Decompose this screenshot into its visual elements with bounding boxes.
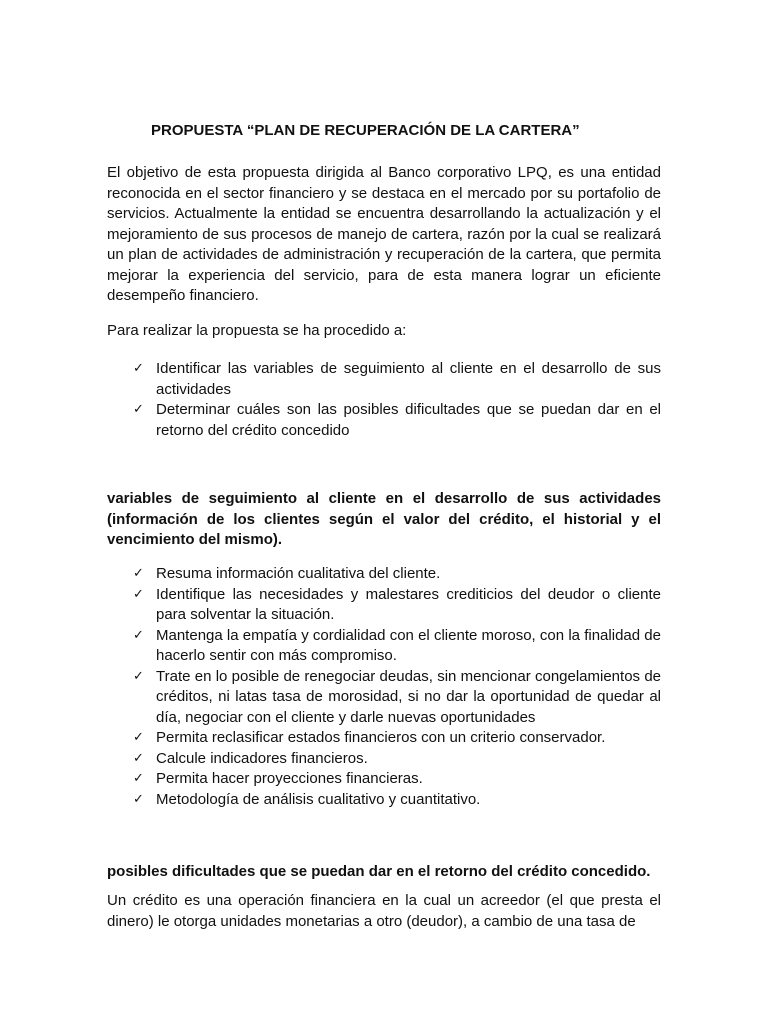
list-item: [133, 626, 661, 667]
list-item-text: Permita reclasificar estados financieros con un criterio conservador.: [156, 729, 606, 746]
intro-paragraph: El objetivo de esta propuesta dirigida al Banco corporativo LPQ, es una entidad reconocida en el sector financiero y se destaca en el mercado por su portafolio de servicios. Actualmente la entidad se encuentra desarrollando la actualización y el mejoramiento de sus procesos de manejo de cartera, razón por la cual se realizará un plan de actividades de administración y recuperación de la cartera, que permita mejorar la experiencia del servicio, para de esta manera lograr un eficiente desempeño financiero.: [107, 164, 661, 304]
list-item-text: Identifique las necesidades y malestares crediticios del deudor o cliente para solventar la situación.: [156, 585, 661, 623]
list-item: [133, 585, 661, 626]
procedure-intro: Para realizar la propuesta se ha procedido a:: [107, 322, 407, 339]
list-item: [133, 769, 661, 790]
check-icon: ✓: [133, 730, 144, 745]
list-item-text: Metodología de análisis cualitativo y cuantitativo.: [156, 790, 481, 808]
list-item-text: Mantenga la empatía y cordialidad con el cliente moroso, con la finalidad de hacerlo sentir con más compromiso.: [156, 626, 661, 664]
list-item-text: Calcule indicadores financieros.: [156, 749, 368, 767]
check-icon: ✓: [133, 668, 144, 684]
section-heading-variables: variables de seguimiento al cliente en el desarrollo de sus actividades (información de los clientes según el valor del crédito, el historial y el vencimiento del mismo).: [107, 490, 661, 548]
list-item: [133, 359, 661, 400]
list-item-text: Trate en lo posible de renegociar deudas, sin mencionar congelamientos de créditos, ni latas tasa de morosidad, si no dar la oportunidad de quedar al día, negociar con el cliente y darle nuevas oportunidades: [156, 667, 661, 726]
check-icon: ✓: [133, 402, 144, 417]
list-item-text: Resuma información cualitativa del cliente.: [156, 565, 441, 582]
list-item: [133, 728, 661, 749]
check-icon: ✓: [133, 566, 144, 581]
check-icon: ✓: [133, 750, 144, 766]
document-title: PROPUESTA “PLAN DE RECUPERACIÓN DE LA CARTERA”: [151, 122, 580, 139]
check-icon: ✓: [133, 361, 144, 376]
list-item: [133, 790, 661, 811]
list-item: [133, 400, 661, 441]
list-item-text: Determinar cuáles son las posibles dificultades que se puedan dar en el retorno del crédito concedido: [156, 401, 661, 439]
credit-paragraph: Un crédito es una operación financiera en la cual un acreedor (el que presta el dinero) le otorga unidades monetarias a otro (deudor), a cambio de una tasa de: [107, 892, 661, 930]
check-icon: ✓: [133, 627, 144, 643]
procedure-list: [133, 359, 661, 441]
check-icon: ✓: [133, 791, 144, 807]
list-item: [133, 667, 661, 729]
check-icon: ✓: [133, 771, 144, 786]
list-item: [133, 749, 661, 770]
list-item-text: Identificar las variables de seguimiento al cliente en el desarrollo de sus actividades: [156, 360, 661, 398]
list-item: [133, 564, 661, 585]
check-icon: ✓: [133, 586, 144, 602]
section-heading-difficulties: posibles dificultades que se puedan dar en el retorno del crédito concedido.: [107, 863, 651, 880]
variables-list: [133, 564, 661, 810]
list-item-text: Permita hacer proyecciones financieras.: [156, 770, 423, 787]
